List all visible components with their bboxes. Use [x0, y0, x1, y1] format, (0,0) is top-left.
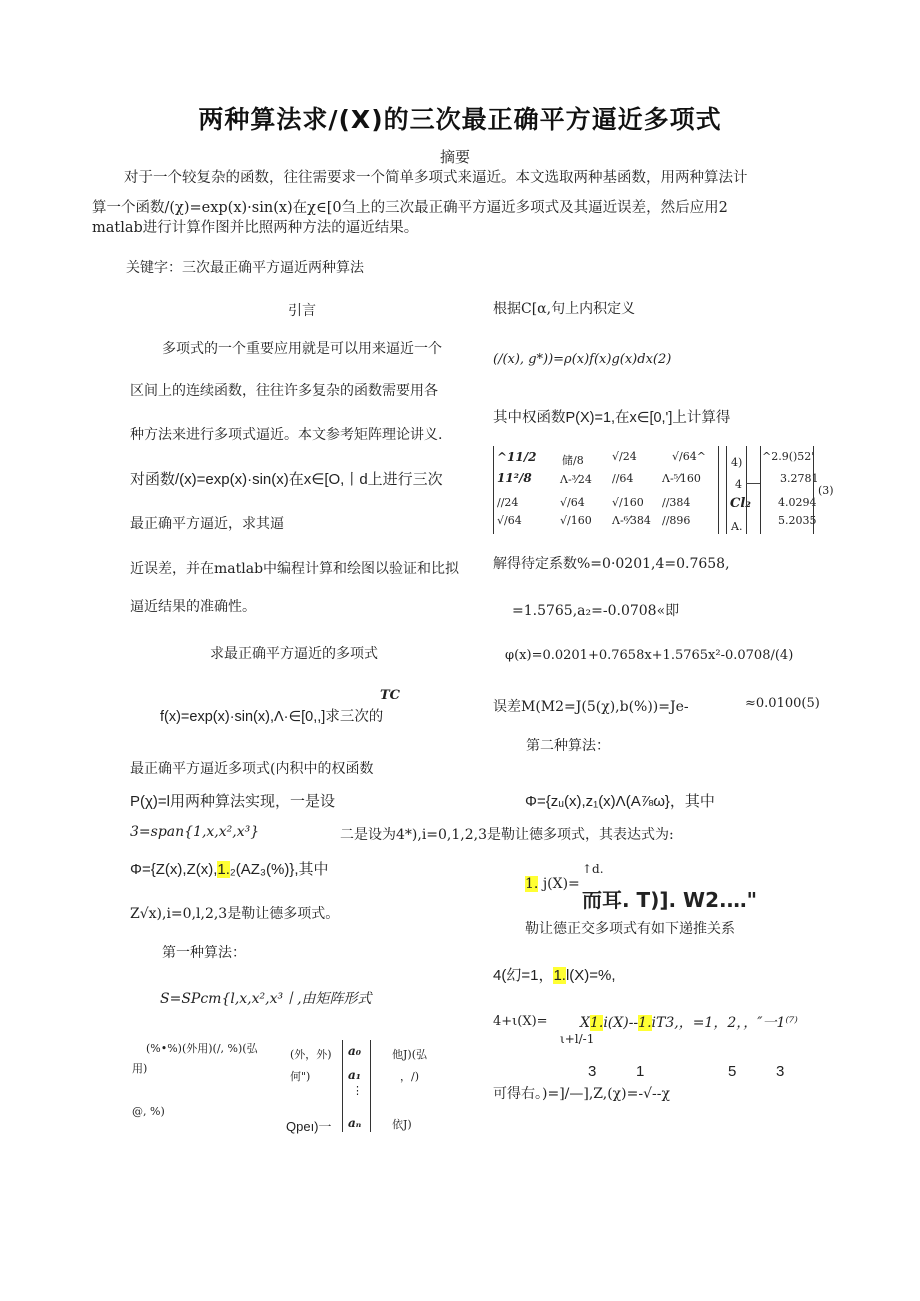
num-2: 1 [636, 1063, 645, 1080]
matrix-left-1: (%•%)(外用)(/, %)(弘 [146, 1042, 258, 1055]
weight-function-line: 其中权函数P(X)=1,在x∈[0,']上计算得 [493, 410, 731, 426]
matrix-center-3: Qpeı)一 [286, 1119, 332, 1134]
recurrence-eq2-d: iT3,，=1，2，，″一1⁽⁷⁾ [651, 1015, 798, 1031]
unknown-3: Cl₂ [730, 496, 751, 511]
weight-line-2: P(χ)=l用两种算法实现，一是设 [130, 793, 335, 810]
num-4: 3 [776, 1063, 785, 1080]
abstract-line-3: matlab进行计算作图并比照两种方法的逼近结果。 [92, 220, 419, 236]
coefficients-line-1: 解得待定系数%=0·0201,4=0.7658, [493, 556, 730, 572]
gram-r3c1: //24 [497, 496, 519, 509]
gram-r4c3: Λ-⁶⁄384 [612, 514, 651, 527]
unknown-1: 4) [731, 456, 743, 469]
z-line: Z√x),i=0,l,2,3是勒让德多项式。 [130, 906, 340, 922]
rhs-1: ^2.9()52' [762, 450, 815, 463]
legendre-lhs: j(X)= [542, 876, 580, 892]
approx-polynomial: φ(x)=0.0201+0.7658x+1.5765x²-0.0708/(4) [505, 648, 794, 663]
error-value: ≈0.0100(5) [745, 696, 820, 711]
matrix-bracket-right [370, 1040, 371, 1132]
tc-label: TC [380, 688, 401, 703]
phi-a: Φ={Z [130, 861, 165, 878]
coefficients-line-2: =1.5765,a₂=-0.0708«即 [512, 603, 680, 619]
matrix-center-1: (外，外) [290, 1048, 332, 1061]
unknown-bracket-left [726, 446, 727, 534]
gram-r4c4: //896 [662, 514, 691, 527]
gram-r1c3: √/24 [612, 450, 637, 463]
matrix-center-2: 何") [290, 1070, 311, 1083]
intro-line-3: 种方法来进行多项式逼近。本文参考矩阵理论讲义. [130, 427, 443, 443]
matrix-left-2: 用) [132, 1062, 148, 1075]
phi-b: (x),Z [164, 861, 196, 878]
inner-product-def: 根据C[α,句上内积定义 [493, 301, 636, 317]
equals-arrow [746, 483, 760, 484]
recurrence-eq2-c: i(X)-- [603, 1015, 639, 1031]
intro-line-1: 多项式的一个重要应用就是可以用来逼近一个 [162, 341, 442, 357]
abstract-heading: 摘要 [440, 148, 471, 166]
gram-r2c1: 11²/8 [497, 471, 532, 485]
matrix-right-3: 依J) [392, 1118, 412, 1131]
rhs-bracket-left [760, 446, 761, 534]
unknown-bracket-right [746, 446, 747, 534]
rhs-bracket-right [813, 446, 814, 534]
highlight-mark: 1. [638, 1015, 652, 1031]
span-line: 3=span{1,x,x²,x³} [130, 824, 260, 840]
recurrence-eq1-b: l(X)=%, [565, 967, 616, 984]
coef-an: aₙ [348, 1116, 362, 1130]
final-line: 可得右。)=]/—],Z,(χ)=-√--χ [493, 1086, 670, 1102]
recurrence-eq2-sub: ι+l/-1 [560, 1032, 595, 1046]
unknown-2: 4 [735, 478, 742, 491]
recurrence-eq-1 [493, 964, 616, 985]
gram-r2c3: //64 [612, 472, 634, 485]
recurrence-eq1-a: 4(幻=1， [493, 967, 554, 984]
num-3: 5 [728, 1063, 737, 1080]
legendre-expression: 而耳. T)]. W2.…" [582, 888, 758, 912]
intro-line-4: 对函数/(x)=exp(x)·sin(x)在x∈[O,丨d上进行三次 [130, 471, 443, 488]
phi2-line: Φ={zᵤ(x),z₁(x)Λ(A⅞ω}，其中 [525, 793, 715, 810]
intro-line-2: 区间上的连续函数，往往许多复杂的函数需要用各 [130, 383, 438, 399]
rhs-2: 3.2781 [780, 472, 819, 485]
gram-r4c1: √/64 [497, 514, 522, 527]
gram-r1c4: √/64^ [672, 450, 706, 463]
gram-bracket-right [718, 446, 719, 534]
intro-line-6: 近误差，并在matlab中编程计算和绘图以验证和比拟 [130, 561, 460, 577]
legendre-deriv: ↑d. [582, 862, 604, 876]
matrix-right-1: 他J)(弘 [392, 1048, 427, 1061]
phi-c: (x), [195, 861, 218, 878]
gram-r3c4: //384 [662, 496, 691, 509]
gram-r2c2: Λ-³⁄24 [560, 473, 592, 486]
recurrence-eq2-x: X [580, 1015, 590, 1031]
highlight-mark: 1. [553, 967, 566, 984]
equation-3-number: (3) [818, 484, 834, 497]
coef-a0: a₀ [348, 1044, 362, 1058]
num-1: 3 [588, 1063, 597, 1080]
coef-dots: ⋮ [352, 1084, 363, 1097]
matrix-left-3: @, %) [132, 1105, 165, 1118]
recurrence-eq-2 [580, 1012, 798, 1032]
intro-heading: 引言 [288, 303, 316, 319]
matrix-bracket-left [342, 1040, 343, 1132]
gram-bracket-left [493, 446, 494, 534]
intro-line-7: 逼近结果的准确性。 [130, 599, 256, 615]
recurrence-heading: 勒让德正交多项式有如下递推关系 [525, 921, 735, 937]
highlight-mark: 1. [217, 861, 230, 878]
section-heading: 求最正确平方逼近的多项式 [210, 646, 378, 662]
abstract-line-1: 对于一个较复杂的函数，往往需要求一个简单多项式来逼近。本文选取两种基函数，用两种算法计 [124, 170, 748, 186]
gram-r4c2: √/160 [560, 514, 592, 527]
phi-d: ₂(AZ₃(%)},其中 [229, 861, 329, 878]
legendre-line: 二是设为4*),i=0,1,2,3是勒让德多项式，其表达式为: [340, 827, 674, 843]
highlight-mark: 1. [589, 1015, 604, 1031]
rhs-4: 5.2035 [778, 514, 817, 527]
phi-line [130, 858, 329, 879]
highlight-mark: 1. [525, 876, 539, 892]
unknown-4: A. [731, 520, 743, 533]
function-line: f(x)=exp(x)·sin(x),Λ·∈[0,,]求三次的 [160, 709, 384, 725]
rhs-3: 4.0294 [778, 496, 817, 509]
error-formula: 误差M(M2=J(5(χ),b(%))=Je- [493, 699, 689, 715]
matrix-right-2: ，/) [400, 1070, 419, 1083]
weight-line: 最正确平方逼近多项式(内积中的权函数 [130, 761, 374, 777]
gram-r3c3: √/160 [612, 496, 644, 509]
inner-product-eq: (/(x), g*))=ρ(x)f(x)g(x)dx(2) [493, 352, 672, 367]
recurrence-eq2-lhs: 4+ι(X)= [493, 1014, 548, 1029]
intro-line-5: 最正确平方逼近，求其逼 [130, 516, 284, 532]
first-algorithm: 第一种算法： [162, 945, 246, 961]
gram-r1c2: 储/8 [562, 454, 584, 467]
legendre-formula [525, 876, 580, 892]
abstract-line-2: 算一个函数/(χ)=exp(x)·sin(x)在χ∈[0刍上的三次最正确平方逼近多项式及其逼近误差，然后应用2 [92, 200, 728, 216]
second-algorithm: 第二种算法： [526, 738, 610, 754]
paper-title: 两种算法求/(X)的三次最正确平方逼近多项式 [198, 105, 722, 134]
coef-a1: a₁ [348, 1068, 362, 1082]
keywords: 关键字：三次最正确平方逼近两种算法 [126, 260, 364, 276]
s-line: S=SPcm{l,x,x²,x³丨,由矩阵形式 [160, 991, 372, 1007]
gram-r2c4: Λ-⁵⁄160 [662, 472, 701, 485]
gram-r3c2: √/64 [560, 496, 585, 509]
gram-r1c1: ^11/2 [497, 450, 537, 464]
